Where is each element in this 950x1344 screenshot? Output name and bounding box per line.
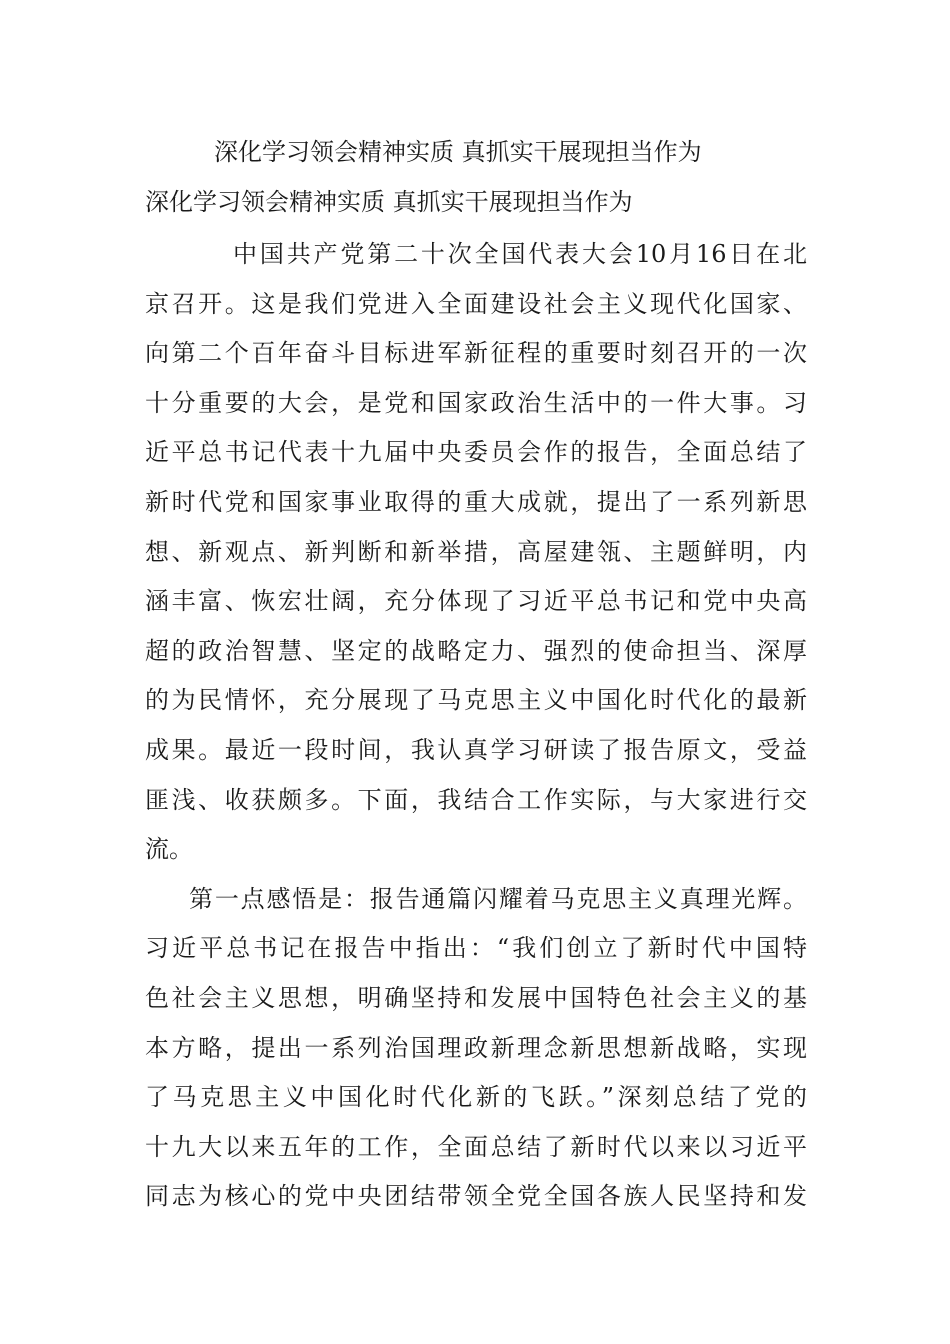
paragraph-line: 十分重要的大会，是党和国家政治生活中的一件大事。习 [145,388,807,417]
paragraph-line: 色社会主义思想，明确坚持和发展中国特色社会主义的基 [145,983,807,1012]
paragraph-line: 习近平总书记在报告中指出：“我们创立了新时代中国特 [145,934,807,963]
paragraph-2 [145,875,807,1222]
paragraph-line: 京召开。这是我们党进入全面建设社会主义现代化国家、 [145,289,807,318]
paragraph-line: 想、新观点、新判断和新举措，高屋建瓴、主题鲜明，内 [145,537,807,566]
document-body [145,230,807,1222]
paragraph-1 [145,230,807,875]
paragraph-line: 中国共产党第二十次全国代表大会10月16日在北 [233,240,807,268]
paragraph-line: 新时代党和国家事业取得的重大成就，提出了一系列新思 [145,487,807,516]
paragraph-line: 了马克思主义中国化时代化新的飞跃。”深刻总结了党的 [145,1083,807,1112]
paragraph-line: 匪浅、收获颇多。下面，我结合工作实际，与大家进行交 [145,785,807,814]
paragraph-line: 的为民情怀，充分展现了马克思主义中国化时代化的最新 [145,686,807,715]
paragraph-line: 超的政治智慧、坚定的战略定力、强烈的使命担当、深厚 [145,636,807,665]
paragraph-line: 近平总书记代表十九届中央委员会作的报告，全面总结了 [145,438,807,467]
paragraph-line: 流。 [145,835,193,864]
paragraph-line: 本方略，提出一系列治国理政新理念新思想新战略，实现 [145,1033,807,1062]
paragraph-line: 成果。最近一段时间，我认真学习研读了报告原文，受益 [145,735,807,764]
document-subtitle: 深化学习领会精神实质 真抓实干展现担当作为 [145,188,633,216]
paragraph-line: 十九大以来五年的工作，全面总结了新时代以来以习近平 [145,1132,807,1161]
paragraph-line: 第一点感悟是：报告通篇闪耀着马克思主义真理光辉。 [189,884,807,913]
paragraph-line: 向第二个百年奋斗目标进军新征程的重要时刻召开的一次 [145,339,807,368]
paragraph-line: 同志为核心的党中央团结带领全党全国各族人民坚持和发 [145,1182,807,1211]
document-title: 深化学习领会精神实质 真抓实干展现担当作为 [214,138,702,166]
paragraph-line: 涵丰富、恢宏壮阔，充分体现了习近平总书记和党中央高 [145,587,807,616]
